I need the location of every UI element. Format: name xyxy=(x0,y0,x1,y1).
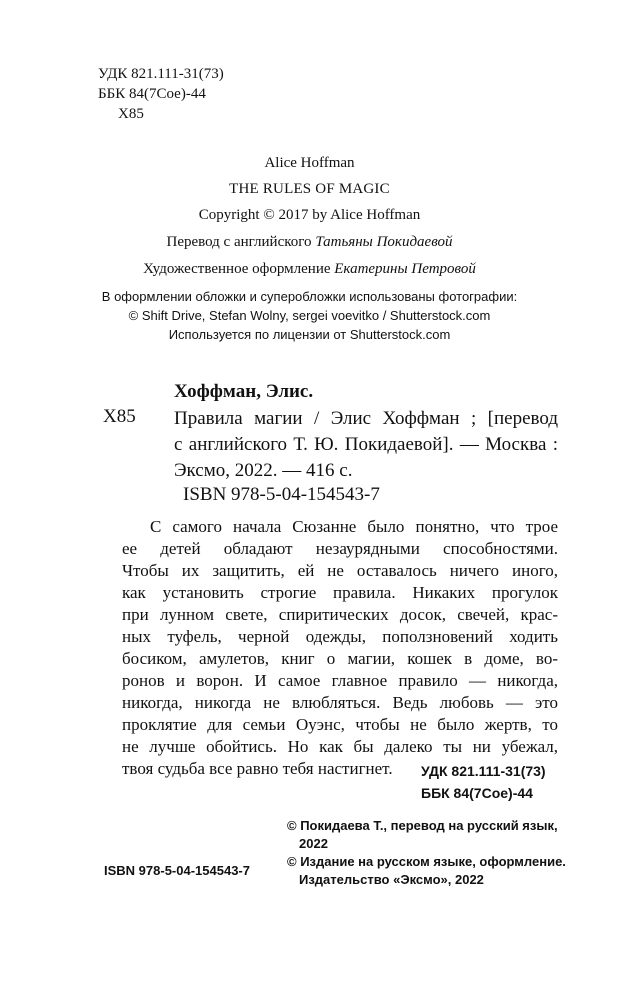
original-title: THE RULES OF MAGIC xyxy=(229,181,390,197)
copyright-line: 2022 xyxy=(299,836,328,851)
design-prefix: Художественное оформление xyxy=(143,261,335,277)
bottom-classification xyxy=(421,760,546,804)
bbk-code: ББК 84(7Сое)-44 xyxy=(421,785,533,801)
catalog-line: с английского Т. Ю. Покидаевой]. — Москва : xyxy=(174,434,558,455)
udk-code: УДК 821.111-31(73) xyxy=(421,763,546,779)
cutter-code: Х85 xyxy=(118,106,144,122)
annotation-line: босиком, амулетов, книг о магии, кошек в доме, во- xyxy=(122,649,558,668)
annotation-line: ронов и ворон. И самое главное правило — никогда, xyxy=(122,671,558,690)
annotation-line: ных туфель, черной одежды, поползновений ходить xyxy=(122,627,558,646)
annotation-line: ее детей обладают незаурядными способностями. xyxy=(122,539,558,558)
catalog-line: Эксмо, 2022. — 416 с. xyxy=(174,460,353,481)
bbk-code: ББК 84(7Сое)-44 xyxy=(98,86,206,102)
top-classification xyxy=(98,64,224,124)
designer-name: Екатерины Петровой xyxy=(334,261,476,277)
catalog-description xyxy=(174,406,558,484)
annotation-line: твоя судьба все равно тебя настигнет. xyxy=(122,759,393,778)
original-author: Alice Hoffman xyxy=(264,155,355,171)
copyright-line: © Издание на русском языке, оформление. xyxy=(287,854,566,869)
photo-credit-line: В оформлении обложки и суперобложки использованы фотографии: xyxy=(101,289,518,304)
translation-prefix: Перевод с английского xyxy=(166,234,316,250)
annotation-line: Чтобы их защитить, ей не оставалось ничего иного, xyxy=(122,561,558,580)
translator-name: Татьяны Покидаевой xyxy=(315,234,453,250)
annotation-line: при лунном свете, спиритических досок, свечей, крас- xyxy=(122,605,558,624)
copyright-line: Издательство «Эксмо», 2022 xyxy=(299,872,484,887)
annotation-line: С самого начала Сюзанне было понятно, что трое xyxy=(150,517,558,536)
catalog-author-heading: Хоффман, Элис. xyxy=(174,381,314,402)
annotation-line: никогда, никогда не влюбляться. Ведь любовь — это xyxy=(122,693,558,712)
annotation-line: как установить строгие правила. Никаких прогулок xyxy=(122,583,558,602)
isbn-bottom: ISBN 978-5-04-154543-7 xyxy=(104,863,250,878)
design-credit xyxy=(0,261,619,278)
photo-credit-line: © Shift Drive, Stefan Wolny, sergei voevitko / Shutterstock.com xyxy=(128,308,491,323)
annotation-line: не лучше обойтись. Но как бы далеко ты ни убежал, xyxy=(122,737,558,756)
original-copyright: Copyright © 2017 by Alice Hoffman xyxy=(198,207,421,223)
catalog-cutter: Х85 xyxy=(103,406,136,427)
catalog-line: Правила магии / Элис Хоффман ; [перевод xyxy=(174,408,558,429)
annotation-line: проклятие для семьи Оуэнс, чтобы не было жертв, то xyxy=(122,715,558,734)
catalog-isbn: ISBN 978-5-04-154543-7 xyxy=(183,484,380,505)
photo-credits xyxy=(0,287,619,344)
udk-code: УДК 821.111-31(73) xyxy=(98,66,224,82)
annotation xyxy=(122,516,558,780)
copyright-line: © Покидаева Т., перевод на русский язык, xyxy=(287,818,558,833)
photo-credit-line: Используется по лицензии от Shutterstock.com xyxy=(168,327,451,342)
translation-credit xyxy=(0,234,619,251)
copyright-notices xyxy=(287,817,577,889)
